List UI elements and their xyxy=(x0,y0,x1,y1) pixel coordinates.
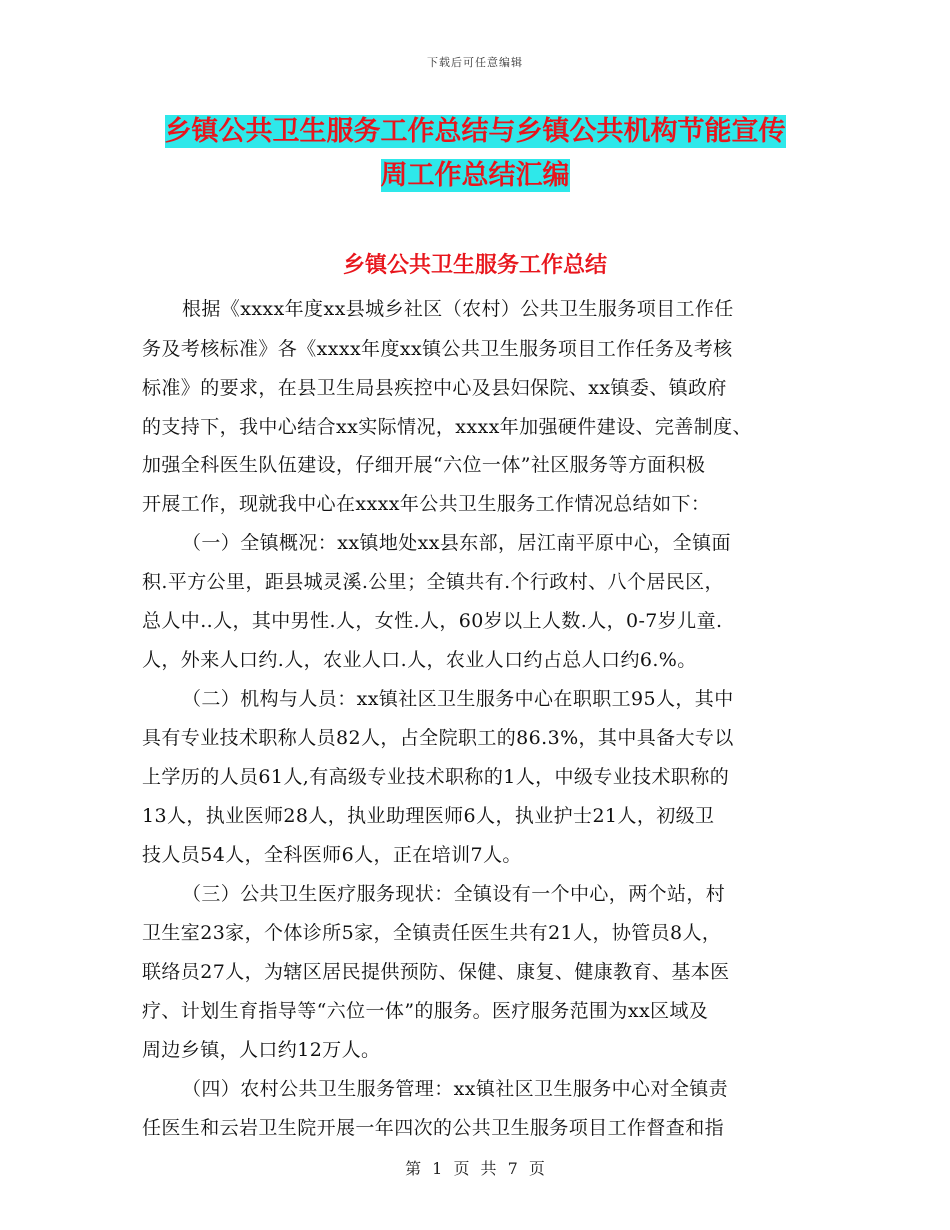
body-line: 技人员54人，全科医师6人，正在培训7人。 xyxy=(142,844,522,866)
body-line: 的支持下，我中心结合xx实际情况，xxxx年加强硬件建设、完善制度、 xyxy=(142,416,752,438)
body-line: 具有专业技术职称人员82人，占全院职工的86.3%，其中具备大专以 xyxy=(142,727,734,749)
body-line: （四）农村公共卫生服务管理：xx镇社区卫生服务中心对全镇责 xyxy=(182,1078,729,1100)
body-line: 标准》的要求，在县卫生局县疾控中心及县妇保院、xx镇委、镇政府 xyxy=(142,377,727,399)
page-number-footer: 第 1 页 共 7 页 xyxy=(405,1159,545,1178)
body-line: 人，外来人口约.人，农业人口.人，农业人口约占总人口约6.%。 xyxy=(142,649,697,671)
body-line: 任医生和云岩卫生院开展一年四次的公共卫生服务项目工作督查和指 xyxy=(142,1117,725,1139)
body-line: 疗、计划生育指导等“六位一体”的服务。医疗服务范围为xx区域及 xyxy=(142,1000,709,1022)
body-line: 总人中..人，其中男性.人，女性.人，60岁以上人数.人，0-7岁儿童. xyxy=(142,610,723,632)
header-note: 下载后可任意编辑 xyxy=(427,56,523,69)
body-line: 务及考核标准》各《xxxx年度xx镇公共卫生服务项目工作任务及考核 xyxy=(142,338,733,360)
body-line: 上学历的人员61人,有高级专业技术职称的1人，中级专业技术职称的 xyxy=(142,766,730,788)
document-title-highlight-2: 周工作总结汇编 xyxy=(380,160,570,191)
section-title: 乡镇公共卫生服务工作总结 xyxy=(342,253,607,278)
body-line: 周边乡镇，人口约12万人。 xyxy=(142,1039,381,1061)
document-title-line-1 xyxy=(0,114,950,150)
body-line: 卫生室23家，个体诊所5家，全镇责任医生共有21人，协管员8人， xyxy=(142,922,722,944)
body-line: 根据《xxxx年度xx县城乡社区（农村）公共卫生服务项目工作任 xyxy=(182,298,734,320)
body-line: （一）全镇概况：xx镇地处xx县东部，居江南平原中心，全镇面 xyxy=(182,532,731,554)
body-line: 联络员27人，为辖区居民提供预防、保健、康复、健康教育、基本医 xyxy=(142,961,730,983)
body-line: 加强全科医生队伍建设，仔细开展“六位一体”社区服务等方面积极 xyxy=(142,454,706,476)
body-line: 13人，执业医师28人，执业助理医师6人，执业护士21人，初级卫 xyxy=(142,805,715,827)
body-line: （三）公共卫生医疗服务现状：全镇设有一个中心，两个站，村 xyxy=(182,883,726,905)
document-title-line-2 xyxy=(0,158,950,194)
body-line: 开展工作，现就我中心在xxxx年公共卫生服务工作情况总结如下： xyxy=(142,493,711,515)
document-title-highlight-1: 乡镇公共卫生服务工作总结与乡镇公共机构节能宣传 xyxy=(164,116,786,147)
body-line: 积.平方公里，距县城灵溪.公里；全镇共有.个行政村、八个居民区， xyxy=(142,571,724,593)
body-line: （二）机构与人员：xx镇社区卫生服务中心在职职工95人，其中 xyxy=(182,688,734,710)
